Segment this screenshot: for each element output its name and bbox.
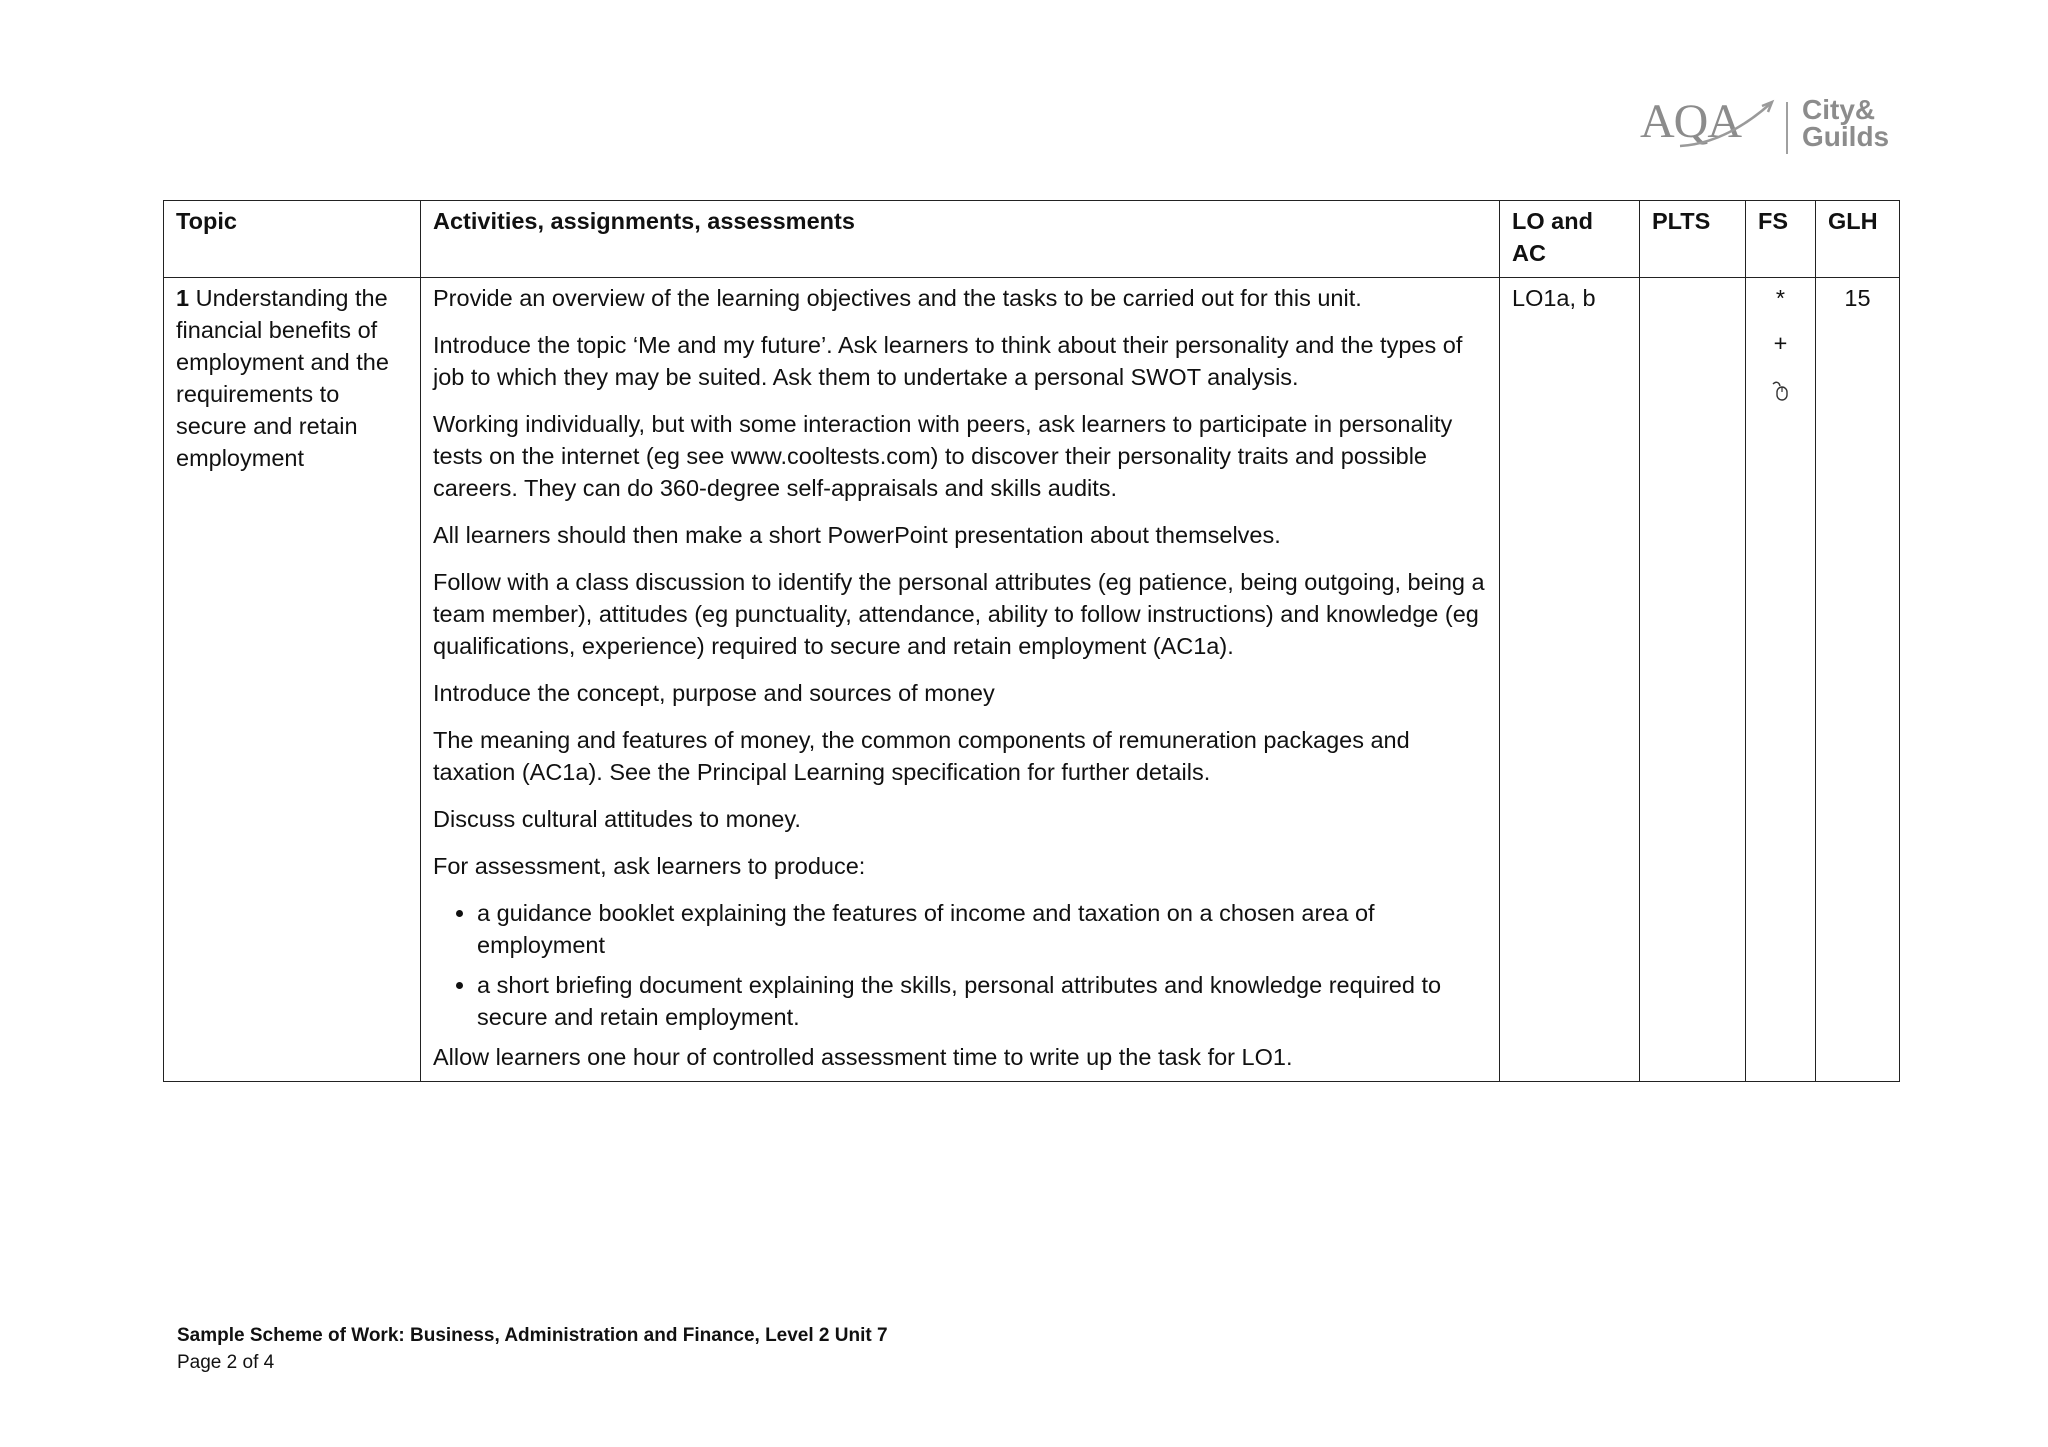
activity-paragraph: All learners should then make a short PowerPoint presentation about themselves. xyxy=(433,522,1281,548)
fs-asterisk-symbol: * xyxy=(1775,285,1786,311)
table-header-row xyxy=(164,201,1900,278)
activity-paragraph: Introduce the concept, purpose and sources of money xyxy=(433,680,995,706)
topic-cell xyxy=(164,278,421,1082)
topic-text: Understanding the financial benefits of employment and the requirements to secure and retain employment xyxy=(176,285,389,471)
lo-ac-cell: LO1a, b xyxy=(1500,278,1640,1082)
activities-cell xyxy=(421,278,1500,1082)
table-row xyxy=(164,278,1900,1082)
header-activities: Activities, assignments, assessments xyxy=(421,201,1500,278)
page-footer xyxy=(177,1322,888,1376)
header-fs: FS xyxy=(1746,201,1816,278)
list-item: • a short briefing document explaining the skills, personal attributes and knowledge required to secure and retain employment. xyxy=(477,969,1487,1033)
city-guilds-logo-guilds: Guilds xyxy=(1802,121,1890,152)
topic-number: 1 xyxy=(176,285,190,311)
activity-paragraph: Discuss cultural attitudes to money. xyxy=(433,806,801,832)
activity-paragraph: For assessment, ask learners to produce: xyxy=(433,853,866,879)
footer-title: Sample Scheme of Work: Business, Administration and Finance, Level 2 Unit 7 xyxy=(177,1325,888,1346)
header-plts: PLTS xyxy=(1640,201,1746,278)
aqa-swoosh-icon xyxy=(1640,96,1786,156)
fs-plus-symbol: + xyxy=(1773,330,1788,356)
activity-paragraph: Follow with a class discussion to identify the personal attributes (eg patience, being outgoing, being a team member), attitudes (eg punctuality, attendance, ability to follow instructions) and knowledge (eg qualifications, experience) required to secure and retain employment (AC1a). xyxy=(433,569,1485,659)
list-item: • a guidance booklet explaining the features of income and taxation on a chosen area of employment xyxy=(477,897,1487,961)
mouse-icon xyxy=(1771,380,1791,402)
activity-closing: Allow learners one hour of controlled assessment time to write up the task for LO1. xyxy=(433,1044,1293,1070)
city-guilds-logo-city: City& xyxy=(1802,94,1876,125)
assessment-bullet-list xyxy=(433,897,1487,1033)
activity-paragraph: Introduce the topic ‘Me and my future’. Ask learners to think about their personality and the types of job to which they may be suited. Ask them to undertake a personal SWOT analysis. xyxy=(433,332,1463,390)
plts-cell xyxy=(1640,278,1746,1082)
activity-paragraph: Working individually, but with some interaction with peers, ask learners to participate in personality tests on the internet (eg see www.cooltests.com) to discover their personality traits and possible careers. They can do 360-degree self-appraisals and skills audits. xyxy=(433,411,1453,501)
logo-divider xyxy=(1786,102,1788,154)
scheme-of-work-table xyxy=(163,200,1900,1082)
aqa-city-guilds-logo xyxy=(1640,96,1890,156)
fs-cell xyxy=(1746,278,1816,1082)
fs-ict-symbol xyxy=(1758,366,1803,412)
header-topic: Topic xyxy=(164,201,421,278)
header-lo-ac: LO and AC xyxy=(1500,201,1640,278)
aqa-logo: AQA xyxy=(1640,95,1741,148)
activity-paragraph: Provide an overview of the learning objectives and the tasks to be carried out for this unit. xyxy=(433,285,1362,311)
page-number: Page 2 of 4 xyxy=(177,1352,275,1373)
header-glh: GLH xyxy=(1816,201,1900,278)
activity-paragraph: The meaning and features of money, the common components of remuneration packages and taxation (AC1a). See the Principal Learning specification for further details. xyxy=(433,727,1410,785)
glh-cell: 15 xyxy=(1816,278,1900,1082)
